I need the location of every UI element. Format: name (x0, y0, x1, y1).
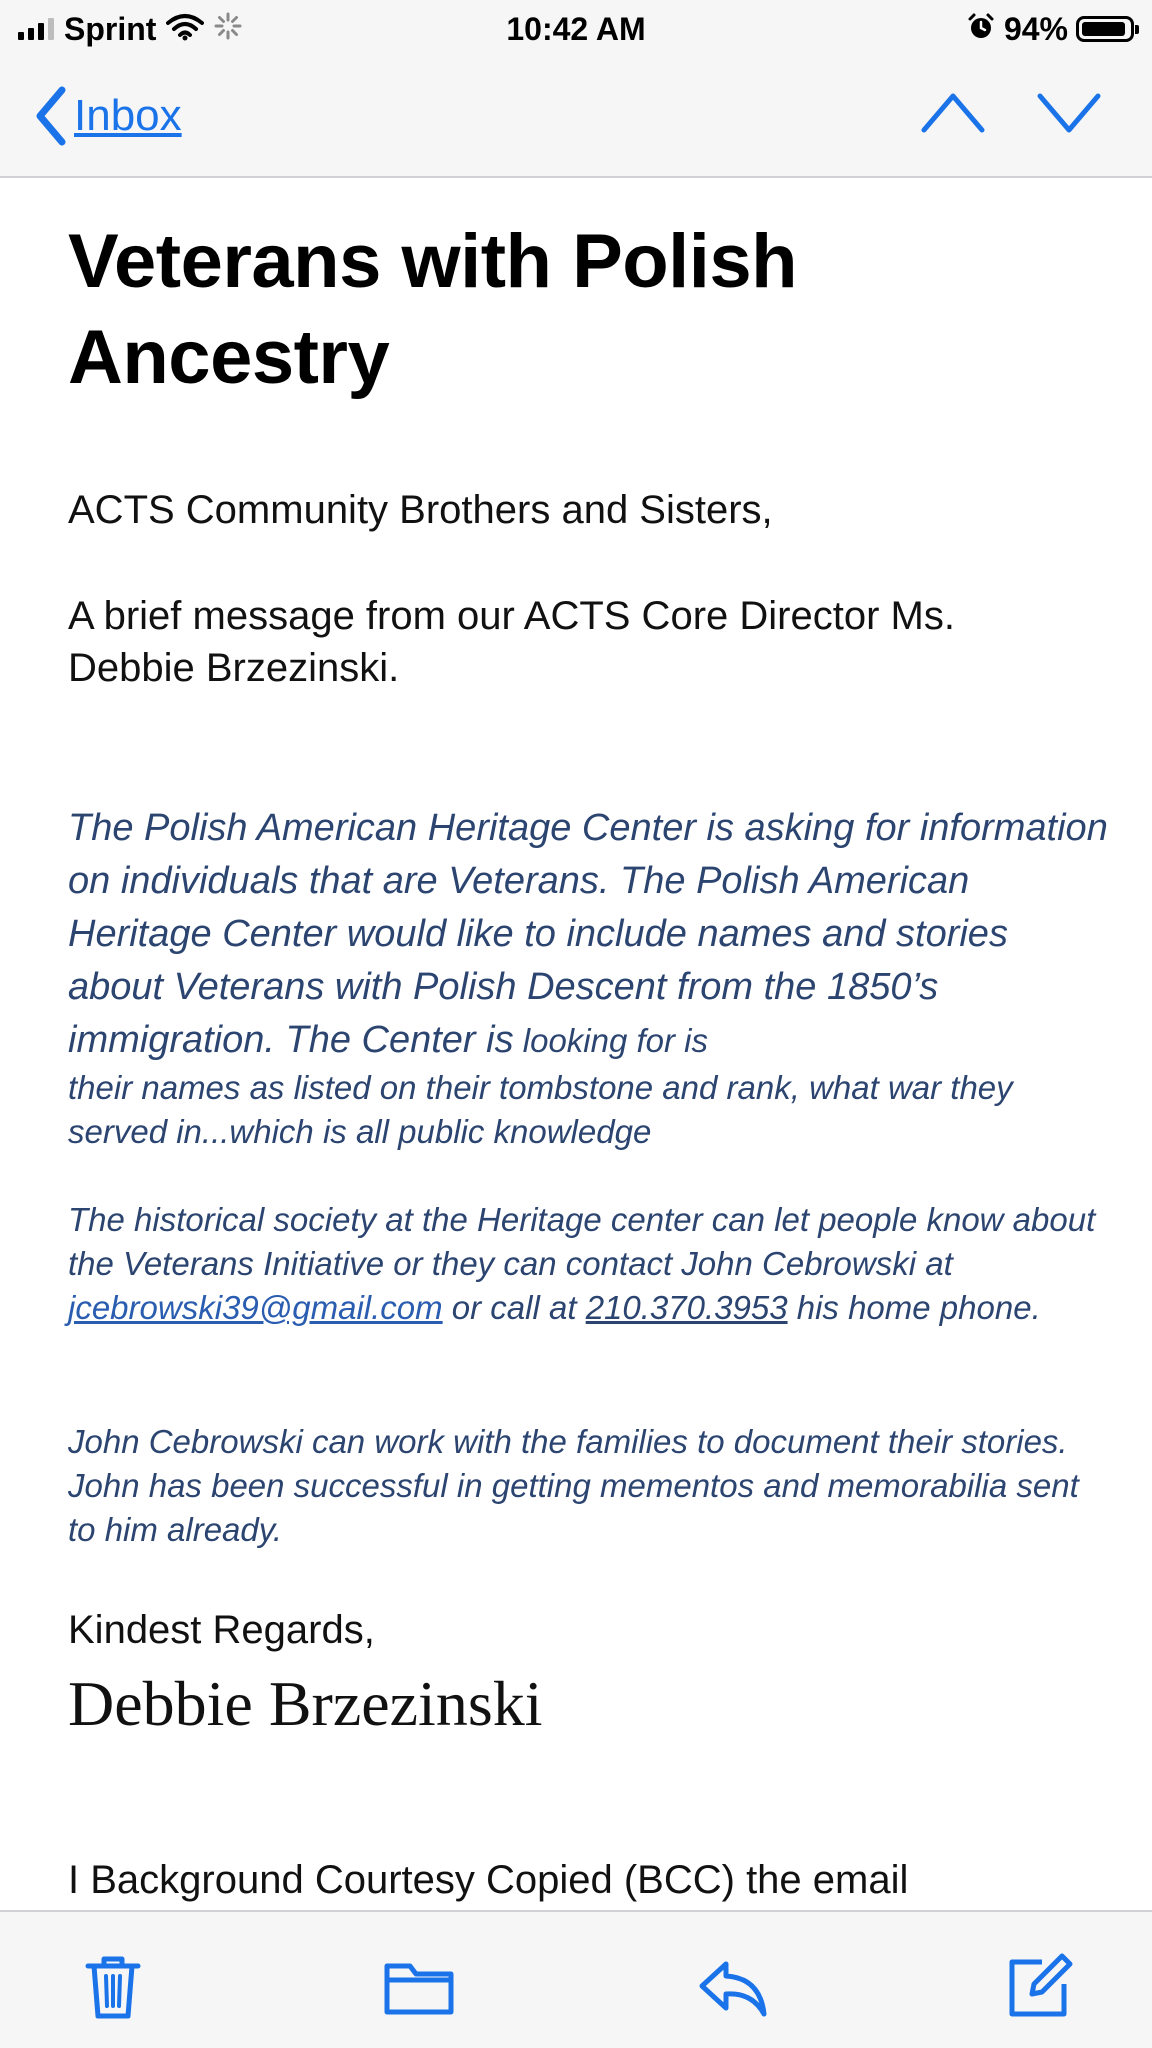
contact-phone-link[interactable]: 210.370.3953 (585, 1289, 788, 1326)
quote-p1-main: The Polish American Heritage Center is asking for information on individuals that are Veterans. The Polish American Heritage Center would like to include names and stories about Veterans with Polish Descent from the 1850’s immigration. The Center is (68, 807, 1108, 1061)
previous-message-button[interactable] (920, 88, 986, 138)
compose-button[interactable] (1004, 1952, 1074, 2022)
bottom-toolbar (0, 1910, 1152, 2048)
delete-button[interactable] (78, 1952, 148, 2022)
carrier-name: Sprint (64, 10, 157, 47)
back-to-inbox-button[interactable] (34, 86, 182, 146)
compose-icon (1004, 1952, 1074, 2022)
closing-text: Kindest Regards, (68, 1608, 375, 1652)
contact-email-link[interactable]: jcebrowski39@gmail.com (68, 1289, 443, 1326)
quote-p2-middle: or call at (442, 1289, 586, 1326)
reply-icon (696, 1952, 770, 2022)
quote-p1-small: looking for is (513, 1022, 709, 1059)
move-to-folder-button[interactable] (382, 1952, 452, 2022)
chevron-up-icon (920, 88, 986, 138)
reply-button[interactable] (696, 1952, 766, 2022)
quote-paragraph-2 (68, 1198, 1108, 1330)
battery-icon (1076, 16, 1134, 42)
chevron-down-icon (1036, 88, 1102, 138)
intro-text: A brief message from our ACTS Core Director Ms. Debbie Brzezinski. (68, 594, 955, 690)
quote-paragraph-3: John Cebrowski can work with the families to document their stories. John has been successful in getting mementos and memorabilia sent to him already. (68, 1423, 1079, 1548)
signature: Debbie Brzezinski (68, 1668, 543, 1739)
back-label: Inbox (74, 91, 182, 140)
status-right (966, 8, 1134, 50)
nav-bar (0, 58, 1152, 178)
battery-percent: 94% (1003, 10, 1068, 47)
bcc-note: I Background Courtesy Copied (BCC) the email (68, 1858, 909, 1902)
alarm-icon (966, 12, 996, 47)
email-body[interactable] (0, 178, 1152, 1910)
status-time: 10:42 AM (506, 11, 646, 47)
status-bar (0, 0, 1152, 58)
greeting-text: ACTS Community Brothers and Sisters, (68, 488, 773, 532)
next-message-button[interactable] (1036, 88, 1102, 138)
folder-icon (382, 1952, 456, 2022)
quote-p2-after: his home phone. (787, 1289, 1041, 1326)
quote-p2-before: The historical society at the Heritage center can let people know about the Veterans Initiative or they can contact John Cebrowski at (68, 1201, 1096, 1282)
quote-paragraph-1 (68, 802, 1108, 1067)
email-subject: Veterans with Polish Ancestry (68, 219, 798, 400)
trash-icon (78, 1952, 148, 2022)
chevron-left-icon (34, 86, 68, 146)
quote-paragraph-1-tail: their names as listed on their tombstone and rank, what war they served in...which is all public knowledge (68, 1069, 1013, 1150)
